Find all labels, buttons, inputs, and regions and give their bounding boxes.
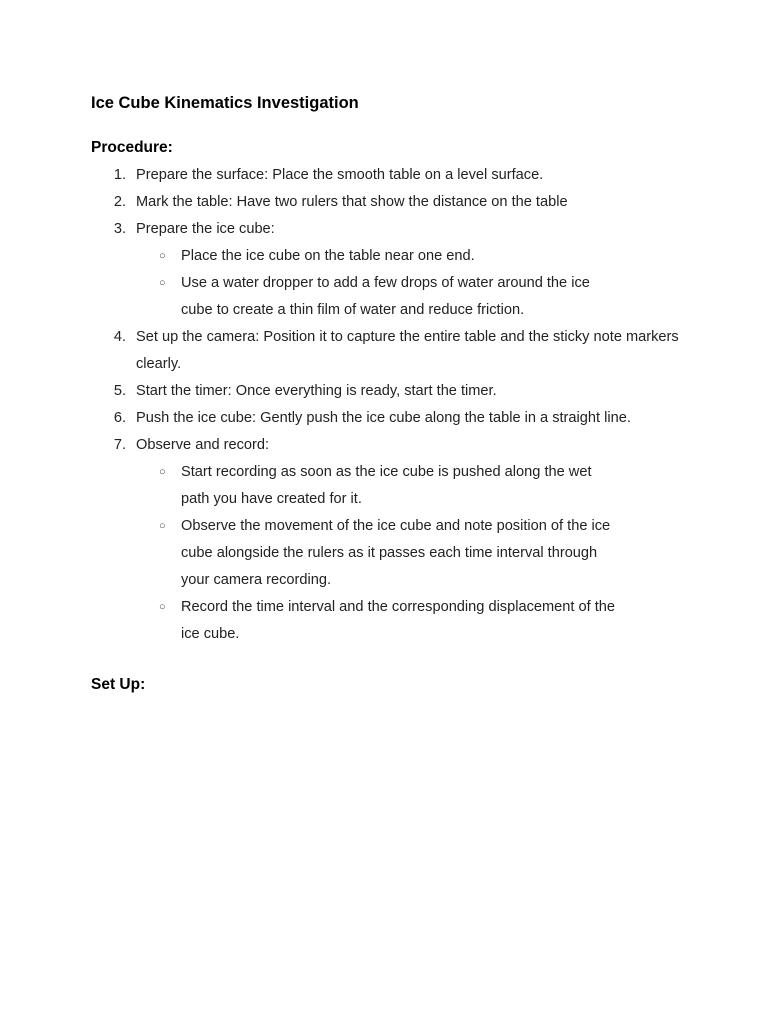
step-number: 7.	[113, 437, 126, 453]
step-number: 3.	[113, 221, 126, 237]
step-text: Observe and record:	[136, 437, 270, 453]
setup-heading: Set Up:	[91, 676, 146, 693]
substep-text: Use a water dropper to add a few drops of water around the ice cube to create a thin film of water and reduce friction.	[181, 275, 590, 318]
procedure-step	[91, 378, 691, 405]
substep	[136, 270, 616, 324]
substep	[136, 513, 616, 594]
step-text: Mark the table: Have two rulers that show the distance on the table	[136, 194, 568, 210]
substep	[136, 243, 616, 270]
step-text: Prepare the ice cube:	[136, 221, 275, 237]
hollow-circle-bullet-icon: ○	[159, 601, 166, 613]
procedure-heading: Procedure:	[91, 139, 173, 156]
procedure-step	[91, 432, 691, 648]
procedure-step	[91, 324, 691, 378]
procedure-steps-list	[91, 162, 691, 648]
step-text: Start the timer: Once everything is ready, start the timer.	[136, 383, 497, 399]
document-title: Ice Cube Kinematics Investigation	[91, 94, 359, 112]
procedure-step	[91, 405, 691, 432]
step-number: 6.	[113, 410, 126, 426]
step-number: 4.	[113, 329, 126, 345]
hollow-circle-bullet-icon: ○	[159, 520, 166, 532]
hollow-circle-bullet-icon: ○	[159, 277, 166, 289]
substep	[136, 594, 616, 648]
hollow-circle-bullet-icon: ○	[159, 250, 166, 262]
substep-text: Place the ice cube on the table near one end.	[181, 248, 475, 264]
step-text: Push the ice cube: Gently push the ice cube along the table in a straight line.	[136, 410, 631, 426]
substeps-list	[136, 459, 691, 648]
procedure-step	[91, 162, 691, 189]
substep	[136, 459, 616, 513]
substep-text: Record the time interval and the corresponding displacement of the ice cube.	[181, 599, 616, 642]
step-number: 5.	[113, 383, 126, 399]
procedure-step	[91, 216, 691, 324]
substep-text: Start recording as soon as the ice cube is pushed along the wet path you have created for it.	[181, 464, 592, 507]
step-text: Prepare the surface: Place the smooth table on a level surface.	[136, 167, 544, 183]
step-number: 2.	[113, 194, 126, 210]
procedure-step	[91, 189, 691, 216]
hollow-circle-bullet-icon: ○	[159, 466, 166, 478]
step-number: 1.	[113, 167, 126, 183]
substeps-list	[136, 243, 691, 324]
step-text: Set up the camera: Position it to capture the entire table and the sticky note markers clearly.	[136, 329, 679, 372]
substep-text: Observe the movement of the ice cube and note position of the ice cube alongside the rulers as it passes each time interval through your camera recording.	[181, 518, 611, 588]
